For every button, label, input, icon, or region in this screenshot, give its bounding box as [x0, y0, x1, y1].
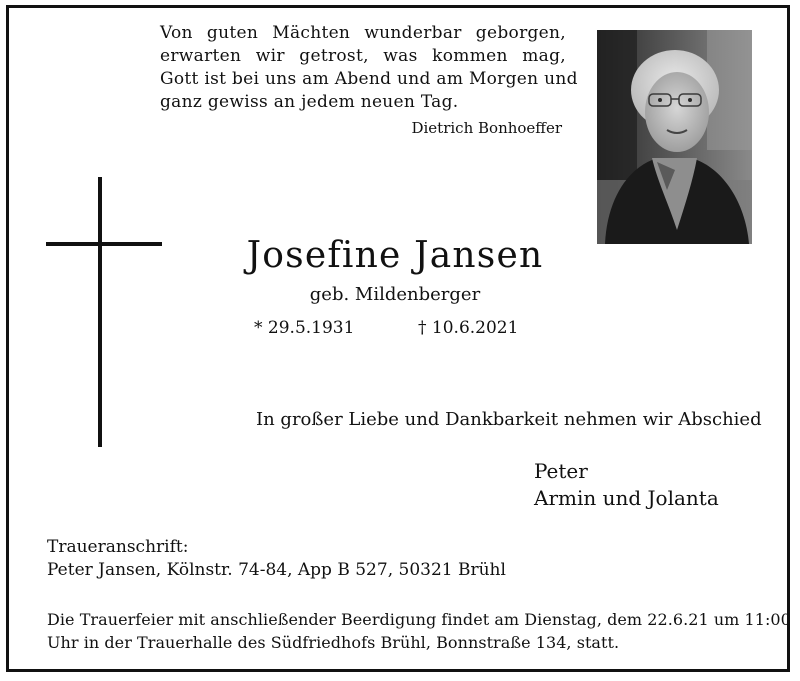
portrait-image	[597, 30, 752, 244]
poem-line: Gott ist bei uns am Abend und am Morgen und	[160, 69, 578, 89]
address-text: Peter Jansen, Kölnstr. 74-84, App B 527, 50321 Brühl	[47, 560, 506, 580]
death-date: † 10.6.2021	[418, 318, 519, 338]
farewell-text: In großer Liebe und Dankbarkeit nehmen wir Abschied	[256, 409, 762, 430]
mourning-address	[47, 536, 506, 582]
portrait-photo	[597, 30, 752, 244]
poem-line: Von guten Mächten wunderbar geborgen,	[160, 23, 566, 43]
deceased-name: Josefine Jansen	[246, 235, 544, 276]
cross-vertical-bar	[98, 177, 102, 447]
cross-horizontal-bar	[46, 242, 162, 246]
poem-line: erwarten wir getrost, was kommen mag,	[160, 46, 566, 66]
cross-icon	[46, 177, 162, 447]
mourner-name: Armin und Jolanta	[534, 486, 719, 510]
ceremony-line: Uhr in der Trauerhalle des Südfriedhofs Brühl, Bonnstraße 134, statt.	[47, 633, 620, 652]
ceremony-line: Die Trauerfeier mit anschließender Beerdigung findet am Dienstag, dem 22.6.21 um 11:00	[47, 610, 791, 629]
address-label: Traueranschrift:	[47, 537, 189, 557]
maiden-name: geb. Mildenberger	[309, 284, 481, 305]
birth-date: * 29.5.1931	[254, 318, 355, 338]
poem-line: ganz gewiss an jedem neuen Tag.	[160, 92, 459, 112]
ceremony-info	[47, 608, 791, 654]
poem-author: Dietrich Bonhoeffer	[411, 119, 562, 137]
mourners	[534, 458, 719, 512]
poem	[160, 22, 578, 114]
mourner-name: Peter	[534, 459, 588, 483]
